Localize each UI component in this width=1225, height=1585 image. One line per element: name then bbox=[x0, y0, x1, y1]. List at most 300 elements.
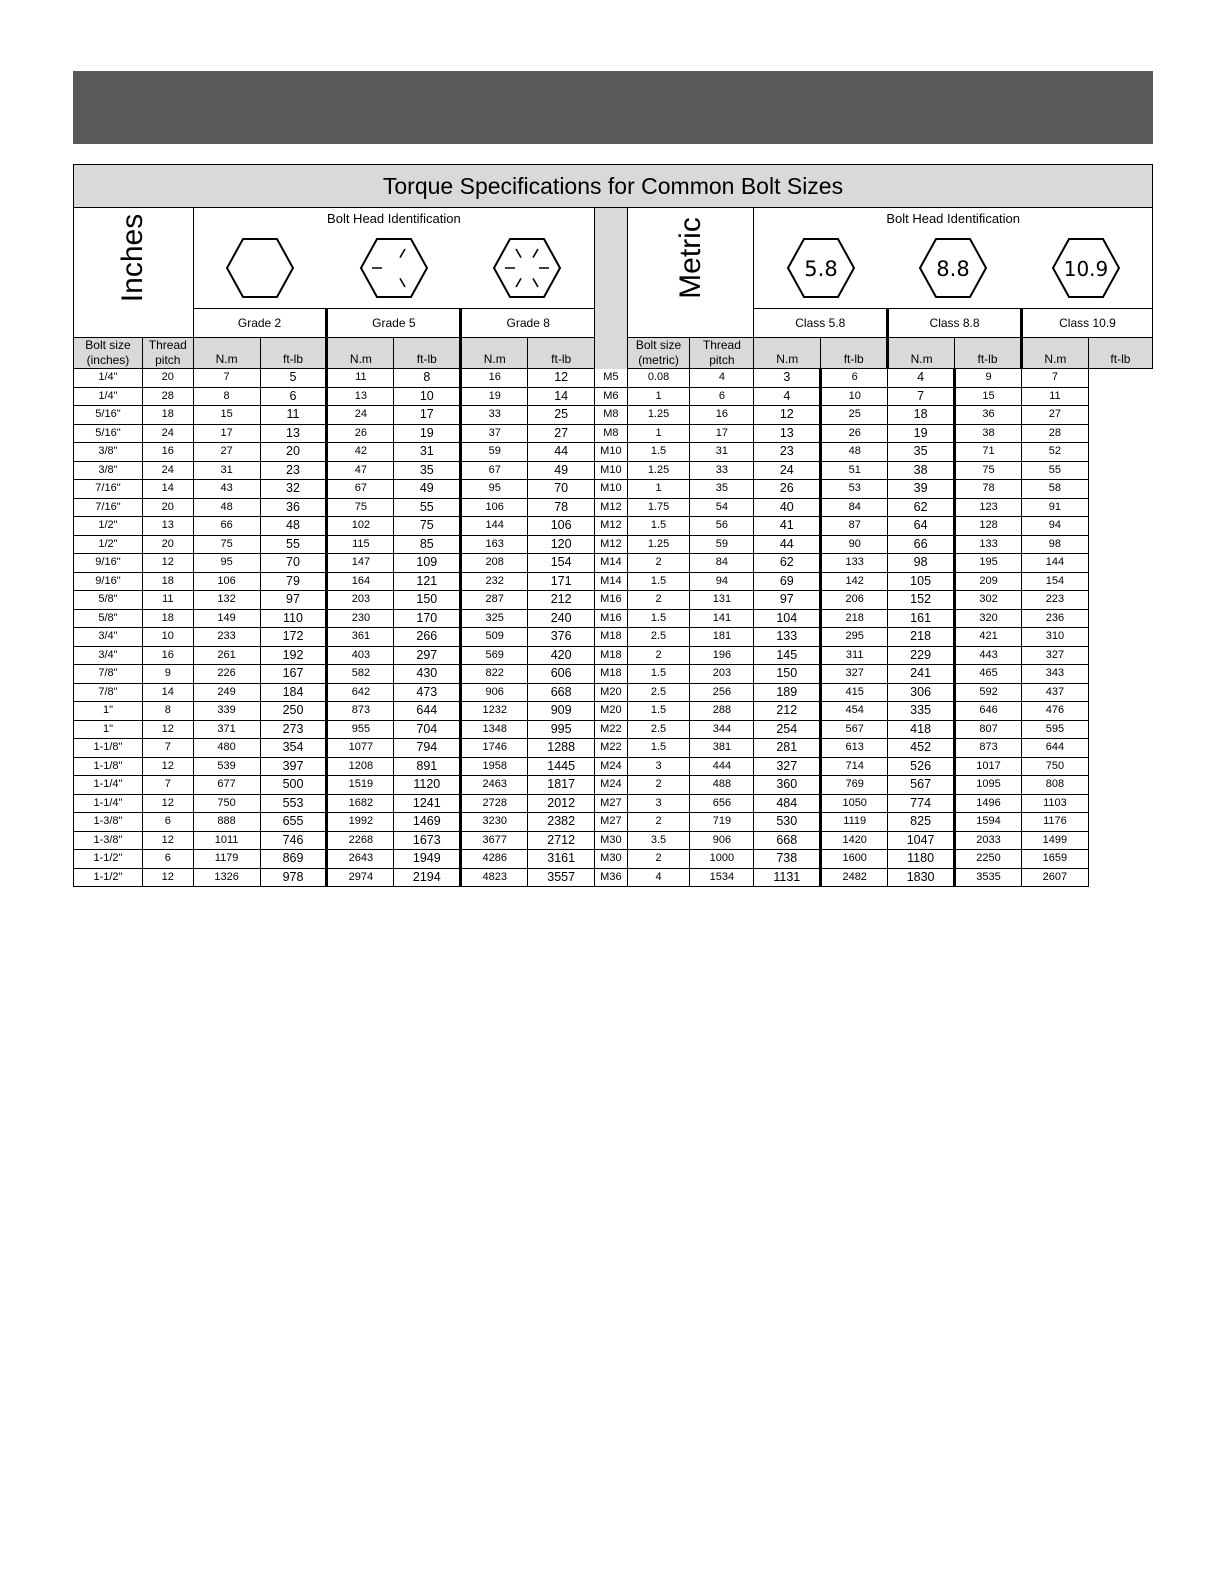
metric-cell: 1103 bbox=[1021, 794, 1088, 813]
inch-cell: 1-3/8" bbox=[74, 831, 143, 850]
inch-thread-pitch-header: Thread pitch bbox=[142, 338, 193, 369]
inch-cell: 2268 bbox=[327, 831, 394, 850]
metric-cell: 3 bbox=[627, 794, 690, 813]
metric-cell: 10 bbox=[821, 387, 888, 406]
metric-cell: 133 bbox=[821, 554, 888, 573]
inch-cell: 3230 bbox=[461, 813, 528, 832]
inch-cell: 192 bbox=[260, 646, 327, 665]
metric-cell: M5 bbox=[595, 369, 627, 388]
metric-grade-blank bbox=[627, 309, 754, 338]
inch-cell: 24 bbox=[327, 406, 394, 425]
inch-cell: 3/8" bbox=[74, 443, 143, 462]
inch-cell: 150 bbox=[394, 591, 461, 610]
metric-cell: 452 bbox=[888, 739, 955, 758]
metric-cell: 1047 bbox=[888, 831, 955, 850]
metric-cell: 181 bbox=[690, 628, 754, 647]
metric-cell: 306 bbox=[888, 683, 955, 702]
inch-cell: 569 bbox=[461, 646, 528, 665]
inch-cell: 7 bbox=[142, 776, 193, 795]
inch-cell: 1746 bbox=[461, 739, 528, 758]
inch-cell: 11 bbox=[142, 591, 193, 610]
inch-cell: 655 bbox=[260, 813, 327, 832]
inch-cell: 3557 bbox=[528, 868, 595, 887]
metric-cell: 2482 bbox=[821, 868, 888, 887]
metric-cell: 241 bbox=[888, 665, 955, 684]
metric-cell: 58 bbox=[1021, 480, 1088, 499]
table-row bbox=[74, 443, 1153, 462]
inch-cell: 7/16" bbox=[74, 480, 143, 499]
metric-bolt-size-header: Bolt size (metric) bbox=[627, 338, 690, 369]
class-5-8-mark: 5.8 bbox=[803, 257, 838, 281]
metric-cell: M30 bbox=[595, 850, 627, 869]
table-row bbox=[74, 720, 1153, 739]
metric-cell: 2 bbox=[627, 813, 690, 832]
inch-cell: 1673 bbox=[394, 831, 461, 850]
table-row bbox=[74, 461, 1153, 480]
class-10-9-mark: 10.9 bbox=[1063, 257, 1108, 281]
metric-cell: 1830 bbox=[888, 868, 955, 887]
metric-cell: 302 bbox=[955, 591, 1022, 610]
table-row bbox=[74, 628, 1153, 647]
class-10-9-nm-header: N.m bbox=[1021, 338, 1088, 369]
metric-cell: 4 bbox=[754, 387, 821, 406]
inch-cell: 3/4" bbox=[74, 628, 143, 647]
torque-data-body bbox=[74, 369, 1153, 887]
metric-cell: 484 bbox=[754, 794, 821, 813]
inch-cell: 66 bbox=[193, 517, 260, 536]
metric-cell: 288 bbox=[690, 702, 754, 721]
metric-cell: 141 bbox=[690, 609, 754, 628]
inch-cell: 79 bbox=[260, 572, 327, 591]
metric-cell: 335 bbox=[888, 702, 955, 721]
inch-cell: 16 bbox=[461, 369, 528, 388]
grade-2-nm-header: N.m bbox=[193, 338, 260, 369]
inch-cell: 110 bbox=[260, 609, 327, 628]
class-10-9-hex-icon bbox=[1051, 237, 1121, 299]
inch-cell: 2382 bbox=[528, 813, 595, 832]
metric-cell: 28 bbox=[1021, 424, 1088, 443]
inch-cell: 14 bbox=[142, 683, 193, 702]
inch-cell: 1" bbox=[74, 702, 143, 721]
metric-cell: 196 bbox=[690, 646, 754, 665]
metric-cell: 825 bbox=[888, 813, 955, 832]
inch-cell: 1-1/4" bbox=[74, 776, 143, 795]
inch-cell: 2463 bbox=[461, 776, 528, 795]
metric-cell: 133 bbox=[754, 628, 821, 647]
inch-cell: 403 bbox=[327, 646, 394, 665]
table-row bbox=[74, 683, 1153, 702]
inch-cell: 606 bbox=[528, 665, 595, 684]
metric-cell: 87 bbox=[821, 517, 888, 536]
metric-cell: M27 bbox=[595, 794, 627, 813]
metric-cell: 1.5 bbox=[627, 443, 690, 462]
metric-cell: 2 bbox=[627, 776, 690, 795]
inch-cell: 27 bbox=[193, 443, 260, 462]
inch-cell: 325 bbox=[461, 609, 528, 628]
metric-cell: 808 bbox=[1021, 776, 1088, 795]
metric-cell: 35 bbox=[888, 443, 955, 462]
metric-cell: M12 bbox=[595, 498, 627, 517]
metric-cell: 84 bbox=[690, 554, 754, 573]
metric-cell: 152 bbox=[888, 591, 955, 610]
metric-cell: 12 bbox=[754, 406, 821, 425]
table-row bbox=[74, 424, 1153, 443]
metric-cell: 526 bbox=[888, 757, 955, 776]
inch-cell: 1992 bbox=[327, 813, 394, 832]
inches-label: Inches bbox=[116, 214, 150, 303]
inch-cell: 106 bbox=[461, 498, 528, 517]
inch-cell: 888 bbox=[193, 813, 260, 832]
metric-cell: 595 bbox=[1021, 720, 1088, 739]
metric-cell: 41 bbox=[754, 517, 821, 536]
metric-cell: 1.25 bbox=[627, 461, 690, 480]
inch-cell: 26 bbox=[327, 424, 394, 443]
inch-cell: 18 bbox=[142, 406, 193, 425]
metric-cell: 59 bbox=[690, 535, 754, 554]
class-8-8-nm-header: N.m bbox=[888, 338, 955, 369]
inch-icons-cell bbox=[193, 228, 595, 309]
table-row bbox=[74, 646, 1153, 665]
metric-cell: 1017 bbox=[955, 757, 1022, 776]
metric-cell: M16 bbox=[595, 591, 627, 610]
inch-cell: 70 bbox=[260, 554, 327, 573]
metric-cell: 592 bbox=[955, 683, 1022, 702]
metric-cell: 1.5 bbox=[627, 739, 690, 758]
inch-cell: 95 bbox=[193, 554, 260, 573]
class-5-8-ftlb-header: ft-lb bbox=[821, 338, 888, 369]
metric-cell: 7 bbox=[888, 387, 955, 406]
inch-cell: 1241 bbox=[394, 794, 461, 813]
metric-cell: 218 bbox=[821, 609, 888, 628]
inch-cell: 18 bbox=[142, 572, 193, 591]
metric-cell: 1.25 bbox=[627, 406, 690, 425]
metric-cell: 476 bbox=[1021, 702, 1088, 721]
class-8-8-hex-icon bbox=[918, 237, 988, 299]
inch-cell: 642 bbox=[327, 683, 394, 702]
inch-cell: 106 bbox=[193, 572, 260, 591]
table-divider bbox=[595, 208, 627, 369]
class-10-9-label: Class 10.9 bbox=[1021, 309, 1152, 338]
metric-cell: 69 bbox=[754, 572, 821, 591]
metric-cell: 1594 bbox=[955, 813, 1022, 832]
inch-cell: 17 bbox=[394, 406, 461, 425]
inch-cell: 48 bbox=[193, 498, 260, 517]
metric-cell: 1534 bbox=[690, 868, 754, 887]
inch-cell: 25 bbox=[528, 406, 595, 425]
inch-cell: 23 bbox=[260, 461, 327, 480]
inch-cell: 36 bbox=[260, 498, 327, 517]
metric-label: Metric bbox=[673, 217, 707, 300]
inch-cell: 13 bbox=[327, 387, 394, 406]
inch-cell: 1817 bbox=[528, 776, 595, 795]
grade-2-hex-icon bbox=[225, 237, 295, 299]
inch-cell: 226 bbox=[193, 665, 260, 684]
metric-cell: 6 bbox=[821, 369, 888, 388]
inch-cell: 55 bbox=[394, 498, 461, 517]
metric-cell: M30 bbox=[595, 831, 627, 850]
inch-cell: 106 bbox=[528, 517, 595, 536]
inch-cell: 1208 bbox=[327, 757, 394, 776]
table-row bbox=[74, 813, 1153, 832]
inch-cell: 208 bbox=[461, 554, 528, 573]
metric-cell: 1.5 bbox=[627, 572, 690, 591]
metric-cell: 613 bbox=[821, 739, 888, 758]
metric-cell: 54 bbox=[690, 498, 754, 517]
metric-cell: 94 bbox=[1021, 517, 1088, 536]
metric-cell: M24 bbox=[595, 757, 627, 776]
inch-cell: 31 bbox=[394, 443, 461, 462]
table-row bbox=[74, 369, 1153, 388]
metric-cell: 1.5 bbox=[627, 665, 690, 684]
metric-cell: 421 bbox=[955, 628, 1022, 647]
metric-cell: 668 bbox=[754, 831, 821, 850]
inch-cell: 24 bbox=[142, 424, 193, 443]
inch-cell: 1-1/4" bbox=[74, 794, 143, 813]
inch-cell: 1445 bbox=[528, 757, 595, 776]
metric-cell: 2 bbox=[627, 554, 690, 573]
table-row bbox=[74, 480, 1153, 499]
metric-cell: 1420 bbox=[821, 831, 888, 850]
inch-cell: 1/4" bbox=[74, 369, 143, 388]
metric-cell: 145 bbox=[754, 646, 821, 665]
metric-cell: 807 bbox=[955, 720, 1022, 739]
metric-cell: M18 bbox=[595, 665, 627, 684]
metric-cell: 2 bbox=[627, 850, 690, 869]
metric-cell: 39 bbox=[888, 480, 955, 499]
inch-cell: 12 bbox=[142, 794, 193, 813]
metric-cell: 17 bbox=[690, 424, 754, 443]
inch-bolt-head-identification: Bolt Head Identification bbox=[193, 208, 595, 228]
metric-cell: 444 bbox=[690, 757, 754, 776]
inch-cell: 1-1/8" bbox=[74, 739, 143, 758]
inch-cell: 149 bbox=[193, 609, 260, 628]
inch-cell: 261 bbox=[193, 646, 260, 665]
grade-8-ftlb-header: ft-lb bbox=[528, 338, 595, 369]
inch-cell: 1/2" bbox=[74, 517, 143, 536]
inch-cell: 354 bbox=[260, 739, 327, 758]
inch-cell: 553 bbox=[260, 794, 327, 813]
inch-cell: 20 bbox=[142, 498, 193, 517]
metric-cell: 1.5 bbox=[627, 517, 690, 536]
metric-cell: M14 bbox=[595, 554, 627, 573]
grade-2-ftlb-header: ft-lb bbox=[260, 338, 327, 369]
metric-cell: 567 bbox=[888, 776, 955, 795]
inch-cell: 75 bbox=[193, 535, 260, 554]
inch-cell: 1-3/8" bbox=[74, 813, 143, 832]
metric-cell: 98 bbox=[1021, 535, 1088, 554]
metric-cell: 154 bbox=[1021, 572, 1088, 591]
metric-cell: 530 bbox=[754, 813, 821, 832]
metric-cell: 311 bbox=[821, 646, 888, 665]
metric-cell: 310 bbox=[1021, 628, 1088, 647]
inch-cell: 120 bbox=[528, 535, 595, 554]
inch-cell: 203 bbox=[327, 591, 394, 610]
metric-cell: 454 bbox=[821, 702, 888, 721]
inch-cell: 371 bbox=[193, 720, 260, 739]
metric-cell: 1600 bbox=[821, 850, 888, 869]
inch-cell: 7 bbox=[193, 369, 260, 388]
metric-cell: 4 bbox=[888, 369, 955, 388]
metric-cell: M16 bbox=[595, 609, 627, 628]
metric-cell: M8 bbox=[595, 406, 627, 425]
inch-cell: 509 bbox=[461, 628, 528, 647]
inch-cell: 1/2" bbox=[74, 535, 143, 554]
inch-cell: 115 bbox=[327, 535, 394, 554]
inch-cell: 59 bbox=[461, 443, 528, 462]
metric-cell: 35 bbox=[690, 480, 754, 499]
metric-cell: M12 bbox=[595, 535, 627, 554]
metric-cell: 31 bbox=[690, 443, 754, 462]
inch-cell: 1682 bbox=[327, 794, 394, 813]
inch-cell: 909 bbox=[528, 702, 595, 721]
metric-cell: 488 bbox=[690, 776, 754, 795]
inch-cell: 539 bbox=[193, 757, 260, 776]
metric-cell: 33 bbox=[690, 461, 754, 480]
inch-cell: 75 bbox=[327, 498, 394, 517]
metric-cell: 415 bbox=[821, 683, 888, 702]
inch-cell: 47 bbox=[327, 461, 394, 480]
metric-cell: 2.5 bbox=[627, 720, 690, 739]
metric-cell: 1 bbox=[627, 387, 690, 406]
grade-8-nm-header: N.m bbox=[461, 338, 528, 369]
inch-cell: 5/16" bbox=[74, 406, 143, 425]
metric-cell: 27 bbox=[1021, 406, 1088, 425]
metric-cell: 48 bbox=[821, 443, 888, 462]
metric-cell: 769 bbox=[821, 776, 888, 795]
metric-cell: 360 bbox=[754, 776, 821, 795]
inch-cell: 8 bbox=[142, 702, 193, 721]
metric-cell: 161 bbox=[888, 609, 955, 628]
metric-cell: 123 bbox=[955, 498, 1022, 517]
metric-cell: 91 bbox=[1021, 498, 1088, 517]
inch-cell: 955 bbox=[327, 720, 394, 739]
metric-cell: 9 bbox=[955, 369, 1022, 388]
metric-cell: M8 bbox=[595, 424, 627, 443]
metric-cell: 16 bbox=[690, 406, 754, 425]
metric-cell: 236 bbox=[1021, 609, 1088, 628]
inch-cell: 1469 bbox=[394, 813, 461, 832]
inch-cell: 42 bbox=[327, 443, 394, 462]
metric-cell: 38 bbox=[888, 461, 955, 480]
table-row bbox=[74, 757, 1153, 776]
inch-cell: 1348 bbox=[461, 720, 528, 739]
inch-cell: 13 bbox=[260, 424, 327, 443]
table-row bbox=[74, 794, 1153, 813]
inch-cell: 3/8" bbox=[74, 461, 143, 480]
metric-cell: 3 bbox=[627, 757, 690, 776]
inch-cell: 232 bbox=[461, 572, 528, 591]
metric-cell: 873 bbox=[955, 739, 1022, 758]
metric-cell: 320 bbox=[955, 609, 1022, 628]
metric-cell: 98 bbox=[888, 554, 955, 573]
grade-5-hex-icon bbox=[359, 237, 429, 299]
inch-cell: 1179 bbox=[193, 850, 260, 869]
metric-cell: 646 bbox=[955, 702, 1022, 721]
metric-cell: 71 bbox=[955, 443, 1022, 462]
metric-cell: 150 bbox=[754, 665, 821, 684]
metric-cell: M14 bbox=[595, 572, 627, 591]
metric-cell: 295 bbox=[821, 628, 888, 647]
inch-cell: 144 bbox=[461, 517, 528, 536]
inch-cell: 44 bbox=[528, 443, 595, 462]
metric-cell: 4 bbox=[627, 868, 690, 887]
inch-cell: 13 bbox=[142, 517, 193, 536]
metric-cell: 84 bbox=[821, 498, 888, 517]
inch-cell: 7/8" bbox=[74, 665, 143, 684]
inch-cell: 167 bbox=[260, 665, 327, 684]
inch-cell: 49 bbox=[528, 461, 595, 480]
metric-cell: 62 bbox=[888, 498, 955, 517]
inch-cell: 16 bbox=[142, 646, 193, 665]
metric-cell: 24 bbox=[754, 461, 821, 480]
header-banner bbox=[73, 71, 1153, 144]
metric-cell: 327 bbox=[1021, 646, 1088, 665]
inch-grade-blank bbox=[74, 309, 194, 338]
metric-cell: 2033 bbox=[955, 831, 1022, 850]
inch-cell: 869 bbox=[260, 850, 327, 869]
metric-cell: 327 bbox=[754, 757, 821, 776]
metric-cell: 465 bbox=[955, 665, 1022, 684]
inch-cell: 172 bbox=[260, 628, 327, 647]
metric-cell: 26 bbox=[754, 480, 821, 499]
metric-cell: 142 bbox=[821, 572, 888, 591]
inch-cell: 3161 bbox=[528, 850, 595, 869]
inch-cell: 1-1/2" bbox=[74, 850, 143, 869]
metric-cell: 44 bbox=[754, 535, 821, 554]
inch-cell: 5/8" bbox=[74, 591, 143, 610]
metric-cell: M18 bbox=[595, 646, 627, 665]
inch-cell: 20 bbox=[142, 369, 193, 388]
inch-cell: 266 bbox=[394, 628, 461, 647]
inch-cell: 1232 bbox=[461, 702, 528, 721]
inch-bolt-size-header: Bolt size (inches) bbox=[74, 338, 143, 369]
table-row bbox=[74, 406, 1153, 425]
metric-thread-pitch-header: Thread pitch bbox=[690, 338, 754, 369]
inch-cell: 37 bbox=[461, 424, 528, 443]
class-8-8-ftlb-header: ft-lb bbox=[955, 338, 1022, 369]
metric-cell: 133 bbox=[955, 535, 1022, 554]
metric-cell: M20 bbox=[595, 702, 627, 721]
metric-cell: 15 bbox=[955, 387, 1022, 406]
class-10-9-ftlb-header: ft-lb bbox=[1088, 338, 1152, 369]
inch-cell: 78 bbox=[528, 498, 595, 517]
metric-cell: M6 bbox=[595, 387, 627, 406]
inch-cell: 339 bbox=[193, 702, 260, 721]
inch-cell: 1326 bbox=[193, 868, 260, 887]
inch-cell: 9 bbox=[142, 665, 193, 684]
metric-cell: 2250 bbox=[955, 850, 1022, 869]
inch-cell: 249 bbox=[193, 683, 260, 702]
table-row bbox=[74, 665, 1153, 684]
class-8-8-label: Class 8.8 bbox=[888, 309, 1022, 338]
inch-cell: 5/8" bbox=[74, 609, 143, 628]
inch-cell: 184 bbox=[260, 683, 327, 702]
inch-cell: 43 bbox=[193, 480, 260, 499]
metric-cell: 1499 bbox=[1021, 831, 1088, 850]
inch-cell: 668 bbox=[528, 683, 595, 702]
inch-cell: 11 bbox=[327, 369, 394, 388]
metric-cell: 1180 bbox=[888, 850, 955, 869]
inch-cell: 12 bbox=[142, 868, 193, 887]
metric-cell: 189 bbox=[754, 683, 821, 702]
metric-cell: 203 bbox=[690, 665, 754, 684]
metric-cell: 195 bbox=[955, 554, 1022, 573]
metric-cell: 218 bbox=[888, 628, 955, 647]
inch-cell: 163 bbox=[461, 535, 528, 554]
metric-cell: 64 bbox=[888, 517, 955, 536]
inch-cell: 67 bbox=[461, 461, 528, 480]
metric-cell: 2.5 bbox=[627, 683, 690, 702]
